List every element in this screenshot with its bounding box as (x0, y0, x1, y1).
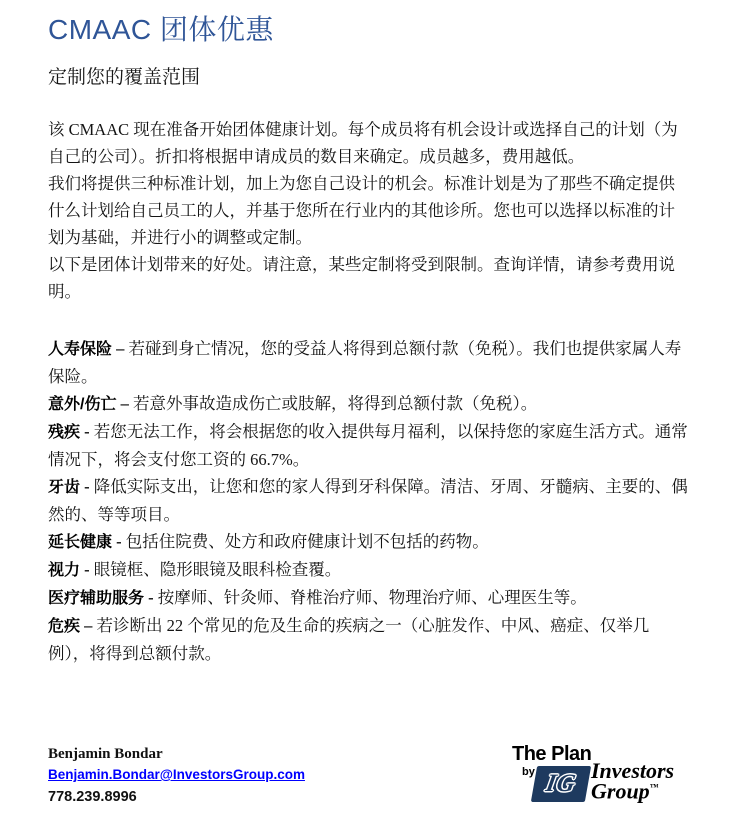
benefit-item-paramedical (48, 584, 690, 612)
logo-brand-name (591, 758, 675, 804)
benefits-list (48, 335, 690, 667)
logo-brand-line1: Investors (591, 758, 675, 783)
logo-brand-line2: Group (591, 778, 650, 804)
benefit-item-dental (48, 473, 690, 528)
ig-monogram-icon (531, 766, 591, 802)
benefit-separator: – (80, 616, 97, 635)
benefit-separator: - (80, 477, 94, 496)
benefit-separator: – (112, 339, 129, 358)
contact-email-link[interactable]: Benjamin.Bondar@InvestorsGroup.com (48, 767, 305, 782)
benefit-term: 视力 (48, 562, 81, 579)
investors-group-logo (505, 743, 715, 815)
benefit-separator: - (80, 422, 94, 441)
logo-by-text: by (522, 766, 535, 778)
page-title: CMAAC 团体优惠 (48, 14, 274, 45)
benefit-term: 危疾 (48, 618, 81, 635)
benefit-description: 若意外事故造成伤亡或肢解，将得到总额付款（免税）。 (132, 394, 538, 413)
benefit-item-vision (48, 556, 690, 584)
ig-monogram-letters: IG (543, 770, 579, 797)
page-subtitle: 定制您的覆盖范围 (48, 67, 201, 88)
benefit-term: 人寿保险 (48, 341, 113, 358)
benefit-term: 意外/伤亡 (48, 396, 117, 413)
benefit-term: 医疗辅助服务 (48, 590, 145, 607)
benefit-description: 若诊断出 22 个常见的危及生命的疾病之一（心脏发作、中风、癌症、仅举几例），将得到总额付款。 (48, 616, 650, 663)
benefit-item-disability (48, 418, 690, 473)
contact-name: Benjamin Bondar (48, 746, 163, 762)
benefit-separator: - (112, 532, 126, 551)
intro-paragraph-2: 我们将提供三种标准计划，加上为您自己设计的机会。标准计划是为了那些不确定提供什么计划给自己员工的人，并基于您所在行业内的其他诊所。您也可以选择以标准的计划为基础，并进行小的调整或定制。 (48, 174, 675, 247)
benefit-description: 若您无法工作，将会根据您的收入提供每月福利，以保持您的家庭生活方式。通常情况下，将会支付您工资的 66.7%。 (48, 422, 688, 469)
benefit-item-life-insurance (48, 335, 690, 390)
benefit-term: 延长健康 (48, 534, 113, 551)
benefit-separator: – (116, 394, 133, 413)
benefit-term: 牙齿 (48, 479, 81, 496)
logo-the-plan-text: The Plan (512, 743, 592, 765)
benefit-separator: - (80, 560, 94, 579)
document-body (48, 116, 690, 667)
benefit-item-critical-illness (48, 612, 690, 667)
benefit-description: 包括住院费、处方和政府健康计划不包括的药物。 (125, 532, 489, 551)
benefit-description: 按摩师、针灸师、脊椎治疗师、物理治疗师、心理医生等。 (157, 588, 587, 607)
benefit-description: 眼镜框、隐形眼镜及眼科检查覆。 (93, 560, 342, 579)
benefit-item-accident (48, 390, 690, 418)
intro-paragraph-1: 该 CMAAC 现在准备开始团体健康计划。每个成员将有机会设计或选择自己的计划（为自己的公司）。折扣将根据申请成员的数目来确定。成员越多，费用越低。 (48, 120, 678, 166)
benefit-separator: - (144, 588, 158, 607)
contact-phone: 778.239.8996 (48, 789, 137, 805)
benefit-description: 若碰到身亡情况，您的受益人将得到总额付款（免税）。我们也提供家属人寿保险。 (48, 339, 682, 386)
benefit-term: 残疾 (48, 424, 81, 441)
trademark-symbol: ™ (649, 782, 659, 792)
intro-paragraph-3: 以下是团体计划带来的好处。请注意，某些定制将受到限制。查询详情，请参考费用说明。 (48, 255, 675, 301)
benefit-item-extended-health (48, 528, 690, 556)
contact-block (48, 746, 305, 805)
benefit-description: 降低实际支出，让您和您的家人得到牙科保障。清洁、牙周、牙髓病、主要的、偶然的、等等项目。 (48, 477, 688, 524)
